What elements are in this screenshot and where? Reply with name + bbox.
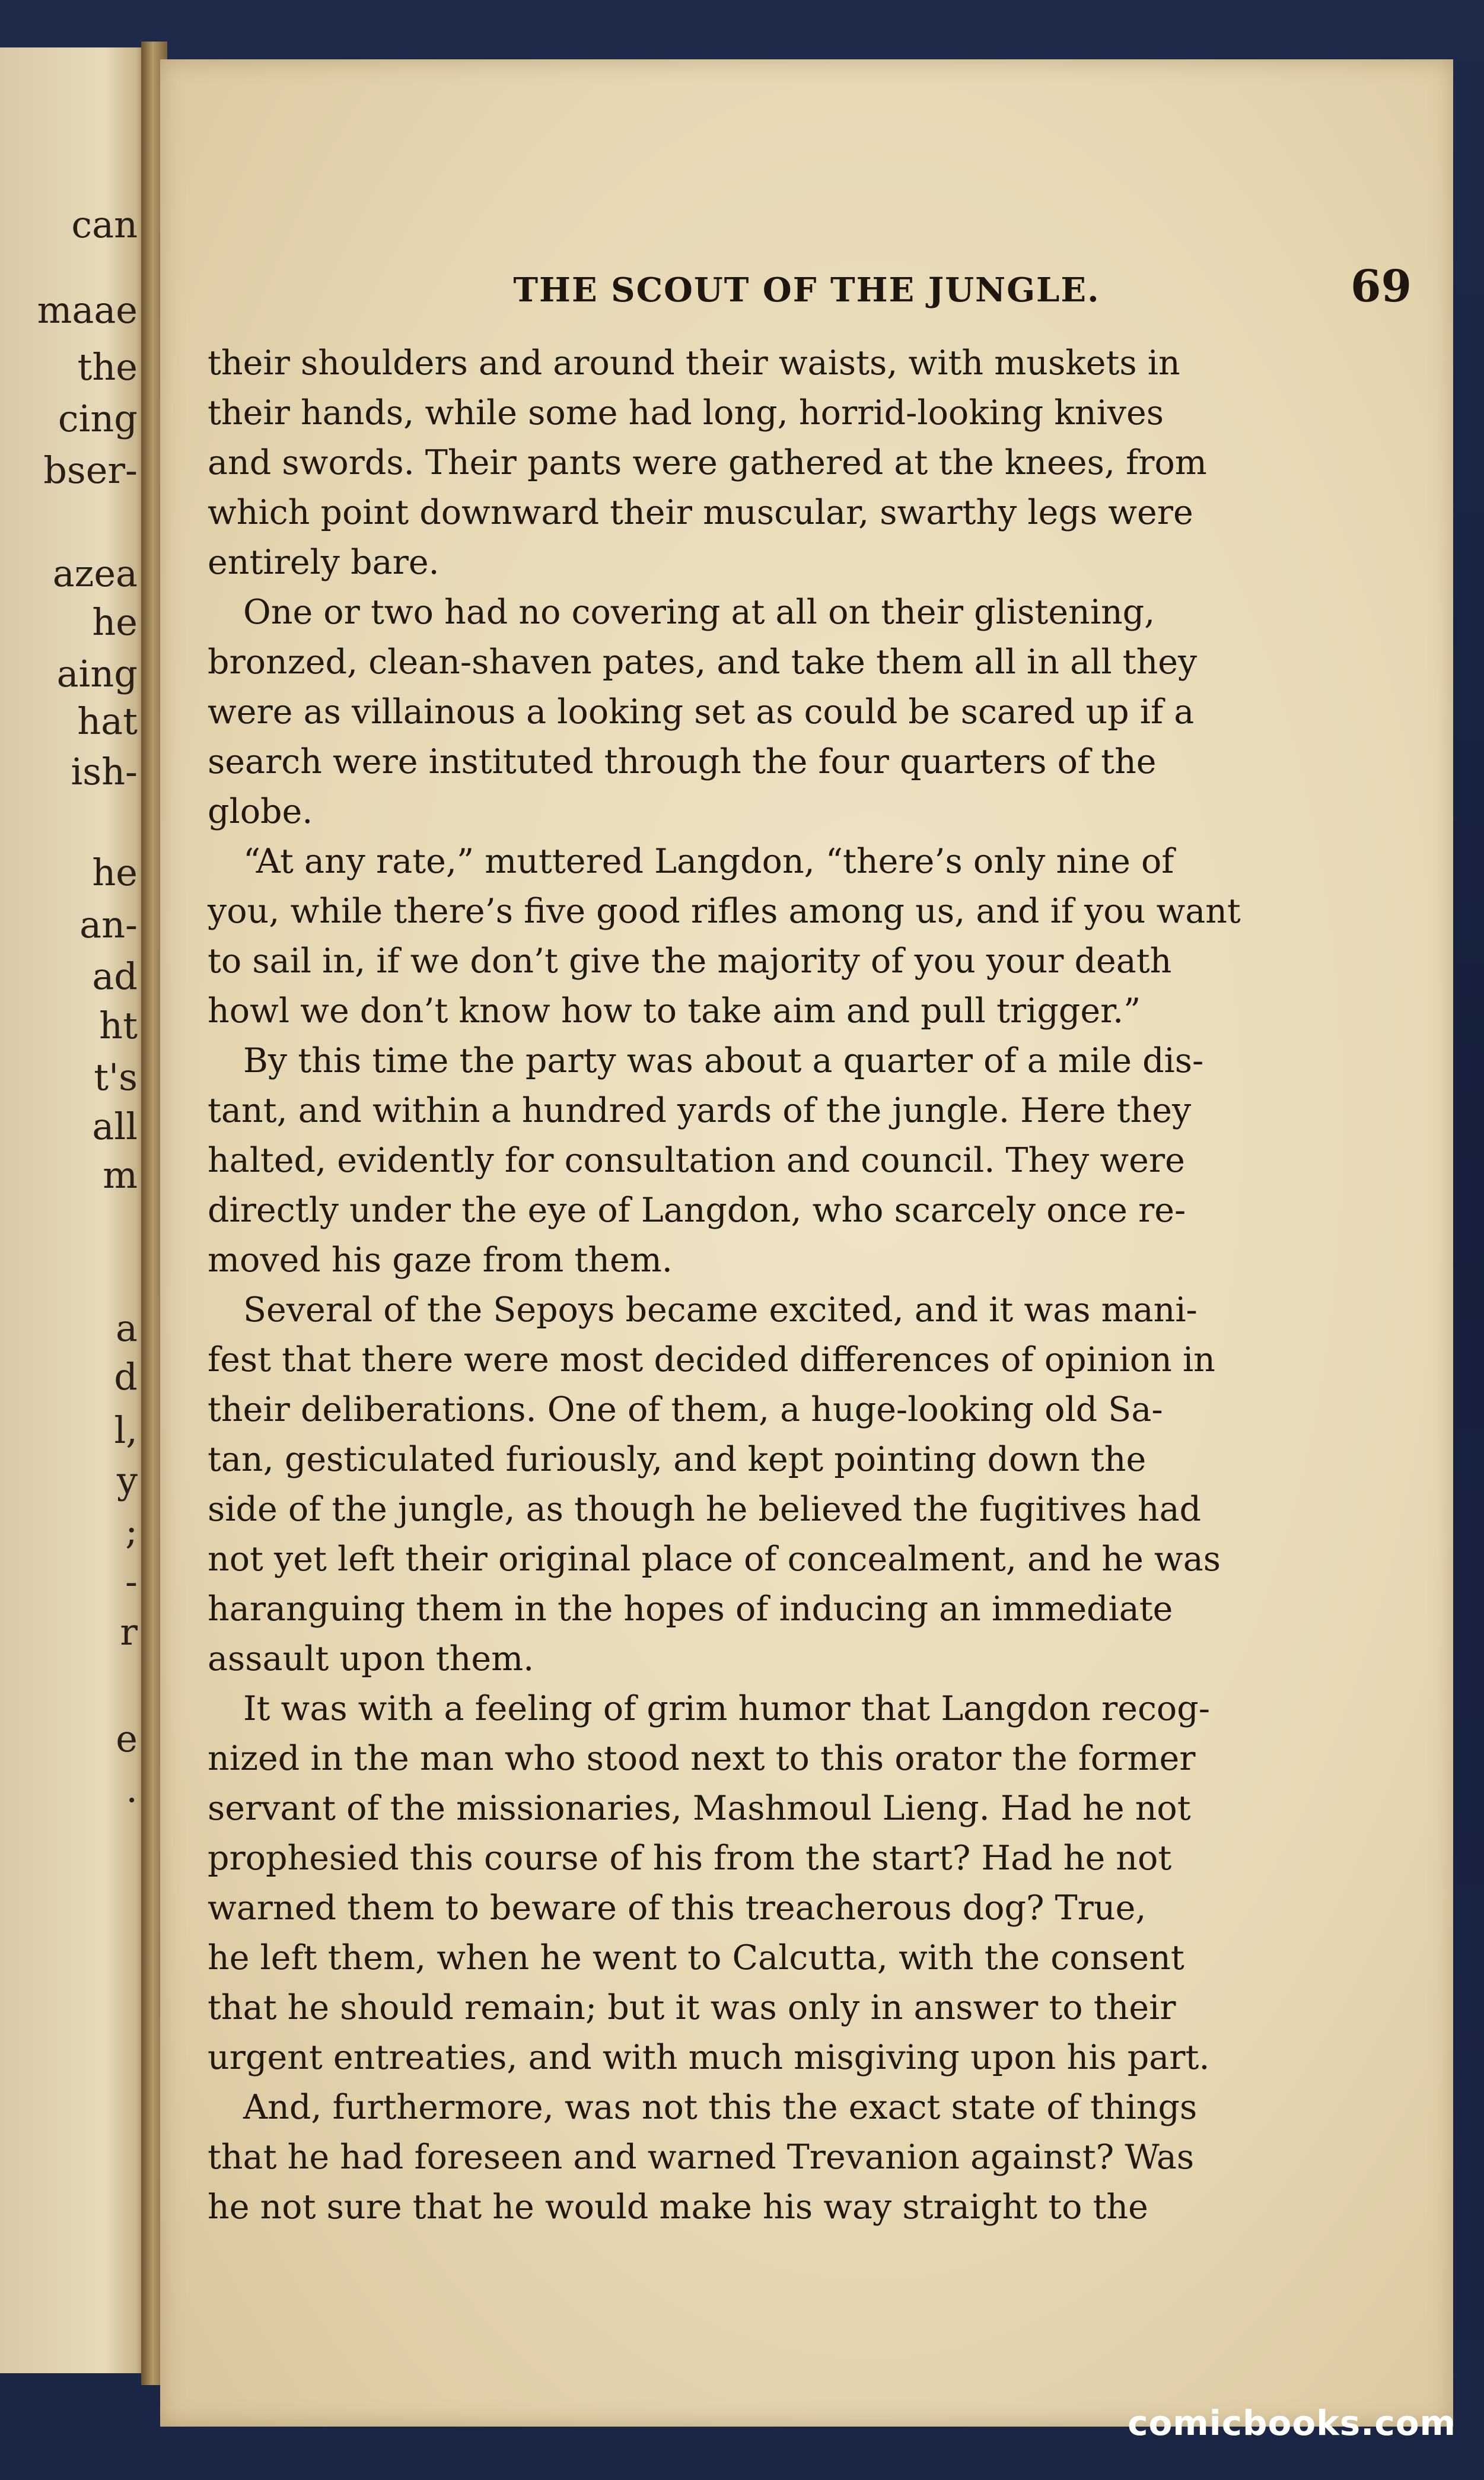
text-line: that he had foreseen and warned Trevanion against? Was [208, 2138, 1195, 2177]
left-page-fragment: azea [52, 552, 138, 595]
left-page-fragment: l, [114, 1408, 138, 1452]
left-page-fragment: aing [56, 652, 138, 695]
text-line: urgent entreaties, and with much misgiving upon his part. [208, 2038, 1210, 2077]
text-line: halted, evidently for consultation and council. They were [208, 1141, 1185, 1180]
left-page-fragment: cing [58, 397, 138, 440]
text-line: to sail in, if we don’t give the majority of you your death [208, 942, 1172, 981]
running-head [160, 206, 1453, 312]
left-page-fragment: maae [37, 288, 138, 332]
text-line: you, while there’s five good rifles among us, and if you want [208, 892, 1241, 931]
text-line: which point downward their muscular, swarthy legs were [208, 493, 1193, 532]
left-page-fragment: t's [94, 1055, 138, 1099]
text-line: their hands, while some had long, horrid-looking knives [208, 393, 1164, 433]
left-page-fragment: he [92, 600, 138, 644]
text-line: their deliberations. One of them, a huge-looking old Sa- [208, 1390, 1163, 1429]
text-line: that he should remain; but it was only in answer to their [208, 1988, 1176, 2027]
text-line: howl we don’t know how to take aim and pull trigger.” [208, 991, 1141, 1031]
text-line: side of the jungle, as though he believed the fugitives had [208, 1490, 1202, 1529]
left-page-fragment: r [120, 1610, 138, 1654]
text-line: fest that there were most decided differences of opinion in [208, 1340, 1215, 1379]
left-page-fragment: - [125, 1560, 138, 1603]
left-page-fragment: can [71, 203, 138, 246]
text-line: tant, and within a hundred yards of the jungle. Here they [208, 1091, 1192, 1130]
left-page-fragment: he [92, 851, 138, 894]
page-number: 69 [1351, 261, 1412, 312]
running-title: THE SCOUT OF THE JUNGLE. [513, 271, 1100, 310]
text-line: And, furthermore, was not this the exact state of things [243, 2088, 1198, 2127]
text-line: not yet left their original place of concealment, and he was [208, 1540, 1221, 1579]
text-line: servant of the missionaries, Mashmoul Lieng. Had he not [208, 1789, 1191, 1828]
text-line: “At any rate,” muttered Langdon, “there’s only nine of [243, 842, 1174, 881]
text-line: One or two had no covering at all on their glistening, [243, 593, 1155, 632]
watermark: comicbooks.com [1128, 2403, 1456, 2443]
text-line: were as villainous a looking set as could be scared up if a [208, 692, 1195, 732]
text-line: tan, gesticulated furiously, and kept pointing down the [208, 1440, 1147, 1479]
text-line: By this time the party was about a quarter of a mile dis- [243, 1041, 1204, 1080]
left-page-fragment: bser- [43, 449, 138, 492]
left-facing-page [0, 47, 148, 2373]
text-line: assault upon them. [208, 1639, 534, 1678]
text-line: prophesied this course of his from the start? Had he not [208, 1839, 1172, 1878]
left-page-fragment: ish- [71, 750, 138, 793]
left-page-fragment: e [116, 1717, 138, 1760]
left-page-fragment: ; [125, 1509, 138, 1553]
left-page-fragment: an- [79, 903, 138, 946]
left-page-fragment: d [114, 1355, 138, 1398]
text-line: warned them to beware of this treacherous dog? True, [208, 1888, 1147, 1928]
left-page-fragment: all [92, 1105, 138, 1148]
text-line: he not sure that he would make his way straight to the [208, 2188, 1148, 2227]
text-line: It was with a feeling of grim humor that Langdon recog- [243, 1689, 1210, 1728]
text-line: entirely bare. [208, 543, 440, 582]
text-line: globe. [208, 792, 313, 831]
text-line: and swords. Their pants were gathered at the knees, from [208, 443, 1207, 482]
left-page-fragment: . [126, 1767, 138, 1811]
left-page-fragment: m [103, 1153, 138, 1197]
left-page-fragment: ht [99, 1004, 138, 1047]
left-page-fragment: the [77, 345, 138, 389]
left-page-fragment: y [116, 1459, 138, 1502]
book-page [160, 59, 1453, 2427]
left-page-fragment: a [116, 1306, 138, 1350]
text-line: bronzed, clean-shaven pates, and take them all in all they [208, 643, 1198, 682]
text-line: search were instituted through the four quarters of the [208, 742, 1157, 781]
text-line: directly under the eye of Langdon, who scarcely once re- [208, 1191, 1186, 1230]
left-page-fragment: hat [77, 700, 138, 743]
text-line: moved his gaze from them. [208, 1241, 673, 1280]
text-line: their shoulders and around their waists, with muskets in [208, 344, 1180, 383]
text-line: he left them, when he went to Calcutta, with the consent [208, 1938, 1184, 1977]
left-page-fragment: ad [92, 955, 138, 998]
text-line: haranguing them in the hopes of inducing an immediate [208, 1589, 1173, 1629]
text-line: Several of the Sepoys became excited, and it was mani- [243, 1290, 1198, 1330]
text-line: nized in the man who stood next to this orator the former [208, 1739, 1196, 1778]
